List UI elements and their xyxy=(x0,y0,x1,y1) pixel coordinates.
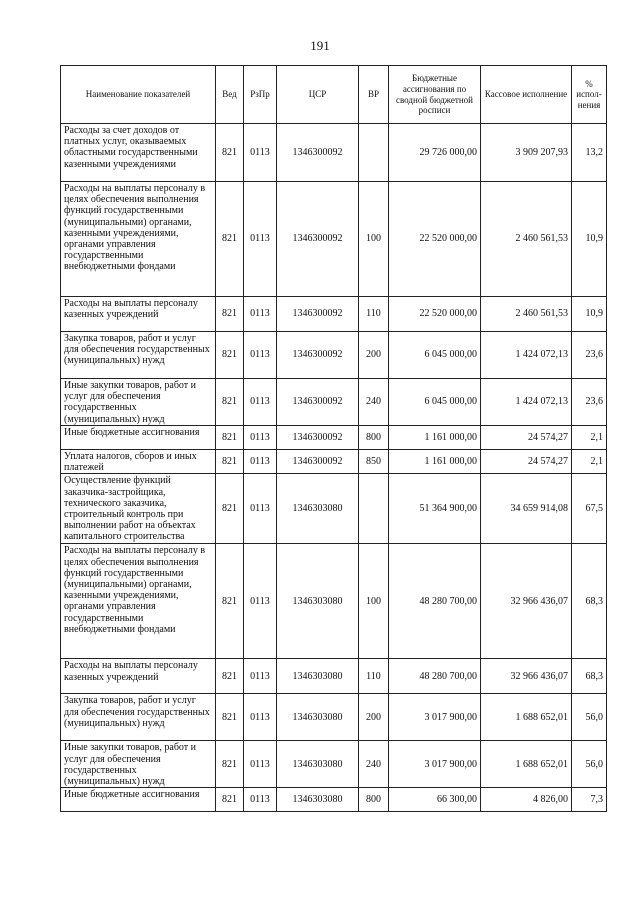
cell-rzpr: 0113 xyxy=(244,474,277,544)
cell-pct: 68,3 xyxy=(572,659,607,694)
cell-cash: 1 688 652,01 xyxy=(481,694,572,741)
cell-pct: 56,0 xyxy=(572,741,607,788)
cell-csr: 1346300092 xyxy=(277,379,359,426)
cell-csr: 1346300092 xyxy=(277,182,359,297)
table-row xyxy=(61,182,607,297)
cell-budget: 1 161 000,00 xyxy=(389,426,481,450)
cell-cash: 3 909 207,93 xyxy=(481,124,572,182)
cell-name: Иные бюджетные ассигнования xyxy=(61,426,216,450)
cell-pct: 7,3 xyxy=(572,788,607,812)
cell-pct: 23,6 xyxy=(572,379,607,426)
cell-ved: 821 xyxy=(216,182,244,297)
table-row xyxy=(61,332,607,379)
cell-pct: 67,5 xyxy=(572,474,607,544)
cell-csr: 1346303080 xyxy=(277,544,359,659)
table-row xyxy=(61,659,607,694)
cell-csr: 1346303080 xyxy=(277,788,359,812)
cell-vr: 850 xyxy=(359,450,389,474)
header-rzpr: РзПр xyxy=(244,66,277,124)
cell-rzpr: 0113 xyxy=(244,741,277,788)
table-row xyxy=(61,297,607,332)
cell-vr: 800 xyxy=(359,426,389,450)
cell-cash: 1 424 072,13 xyxy=(481,379,572,426)
cell-budget: 22 520 000,00 xyxy=(389,182,481,297)
cell-cash: 24 574,27 xyxy=(481,450,572,474)
cell-cash: 32 966 436,07 xyxy=(481,659,572,694)
cell-budget: 48 280 700,00 xyxy=(389,544,481,659)
cell-vr xyxy=(359,124,389,182)
cell-pct: 23,6 xyxy=(572,332,607,379)
page-number: 191 xyxy=(310,38,330,53)
cell-budget: 22 520 000,00 xyxy=(389,297,481,332)
cell-ved: 821 xyxy=(216,544,244,659)
cell-rzpr: 0113 xyxy=(244,544,277,659)
cell-csr: 1346303080 xyxy=(277,659,359,694)
cell-csr: 1346300092 xyxy=(277,124,359,182)
cell-vr: 110 xyxy=(359,659,389,694)
cell-name: Расходы за счет доходов от платных услуг, оказываемых областными государственными казенными учреждениями xyxy=(61,124,216,182)
cell-rzpr: 0113 xyxy=(244,182,277,297)
cell-ved: 821 xyxy=(216,450,244,474)
budget-table xyxy=(60,65,607,812)
cell-name: Иные закупки товаров, работ и услуг для обеспечения государственных (муниципальных) нужд xyxy=(61,379,216,426)
cell-rzpr: 0113 xyxy=(244,426,277,450)
table-row xyxy=(61,741,607,788)
cell-name: Расходы на выплаты персоналу казенных учреждений xyxy=(61,297,216,332)
cell-vr: 200 xyxy=(359,694,389,741)
cell-csr: 1346300092 xyxy=(277,297,359,332)
table-header-row xyxy=(61,66,607,124)
cell-budget: 6 045 000,00 xyxy=(389,332,481,379)
table-row xyxy=(61,426,607,450)
cell-rzpr: 0113 xyxy=(244,297,277,332)
header-cash: Кассовое исполнение xyxy=(481,66,572,124)
cell-pct: 2,1 xyxy=(572,450,607,474)
cell-vr: 100 xyxy=(359,544,389,659)
cell-vr: 100 xyxy=(359,182,389,297)
cell-cash: 4 826,00 xyxy=(481,788,572,812)
header-csr: ЦСР xyxy=(277,66,359,124)
cell-rzpr: 0113 xyxy=(244,450,277,474)
cell-rzpr: 0113 xyxy=(244,659,277,694)
cell-vr: 110 xyxy=(359,297,389,332)
cell-name: Иные закупки товаров, работ и услуг для обеспечения государственных (муниципальных) нужд xyxy=(61,741,216,788)
cell-rzpr: 0113 xyxy=(244,332,277,379)
table-row xyxy=(61,788,607,812)
cell-pct: 13,2 xyxy=(572,124,607,182)
table-row xyxy=(61,379,607,426)
cell-cash: 2 460 561,53 xyxy=(481,182,572,297)
cell-cash: 2 460 561,53 xyxy=(481,297,572,332)
cell-budget: 66 300,00 xyxy=(389,788,481,812)
cell-vr xyxy=(359,474,389,544)
cell-csr: 1346303080 xyxy=(277,694,359,741)
cell-budget: 3 017 900,00 xyxy=(389,741,481,788)
cell-ved: 821 xyxy=(216,788,244,812)
cell-cash: 32 966 436,07 xyxy=(481,544,572,659)
cell-budget: 29 726 000,00 xyxy=(389,124,481,182)
cell-name: Закупка товаров, работ и услуг для обеспечения государственных (муниципальных) нужд xyxy=(61,694,216,741)
table-row xyxy=(61,694,607,741)
cell-pct: 56,0 xyxy=(572,694,607,741)
cell-ved: 821 xyxy=(216,659,244,694)
cell-rzpr: 0113 xyxy=(244,379,277,426)
cell-pct: 10,9 xyxy=(572,297,607,332)
cell-csr: 1346300092 xyxy=(277,332,359,379)
cell-cash: 24 574,27 xyxy=(481,426,572,450)
cell-csr: 1346303080 xyxy=(277,741,359,788)
cell-budget: 48 280 700,00 xyxy=(389,659,481,694)
cell-rzpr: 0113 xyxy=(244,788,277,812)
cell-pct: 10,9 xyxy=(572,182,607,297)
cell-ved: 821 xyxy=(216,474,244,544)
table-row xyxy=(61,124,607,182)
cell-csr: 1346303080 xyxy=(277,474,359,544)
cell-ved: 821 xyxy=(216,741,244,788)
cell-name: Расходы на выплаты персоналу казенных учреждений xyxy=(61,659,216,694)
cell-rzpr: 0113 xyxy=(244,694,277,741)
cell-cash: 1 688 652,01 xyxy=(481,741,572,788)
cell-budget: 6 045 000,00 xyxy=(389,379,481,426)
cell-vr: 240 xyxy=(359,741,389,788)
cell-ved: 821 xyxy=(216,297,244,332)
cell-budget: 1 161 000,00 xyxy=(389,450,481,474)
cell-name: Расходы на выплаты персоналу в целях обеспечения выполнения функций государственными (муниципальными) органами, казенными учреждениями, органами управления государственными внебюджетными фондами xyxy=(61,544,216,659)
cell-name: Осуществление функций заказчика-застройщика, технического заказчика, строительный контроль при выполнении работ на объектах капитального строительства xyxy=(61,474,216,544)
header-budget: Бюджетные ассигнования по сводной бюджетной росписи xyxy=(389,66,481,124)
cell-vr: 800 xyxy=(359,788,389,812)
cell-vr: 240 xyxy=(359,379,389,426)
header-pct: % испол-нения xyxy=(572,66,607,124)
header-name: Наименование показателей xyxy=(61,66,216,124)
cell-name: Расходы на выплаты персоналу в целях обеспечения выполнения функций государственными (муниципальными) органами, казенными учреждениями, органами управления государственными внебюджетными фондами xyxy=(61,182,216,297)
header-ved: Вед xyxy=(216,66,244,124)
cell-rzpr: 0113 xyxy=(244,124,277,182)
cell-name: Уплата налогов, сборов и иных платежей xyxy=(61,450,216,474)
table-row xyxy=(61,544,607,659)
cell-name: Закупка товаров, работ и услуг для обеспечения государственных (муниципальных) нужд xyxy=(61,332,216,379)
cell-budget: 3 017 900,00 xyxy=(389,694,481,741)
cell-csr: 1346300092 xyxy=(277,426,359,450)
cell-csr: 1346300092 xyxy=(277,450,359,474)
cell-ved: 821 xyxy=(216,379,244,426)
cell-ved: 821 xyxy=(216,124,244,182)
table-row xyxy=(61,450,607,474)
cell-budget: 51 364 900,00 xyxy=(389,474,481,544)
cell-name: Иные бюджетные ассигнования xyxy=(61,788,216,812)
cell-ved: 821 xyxy=(216,332,244,379)
table-row xyxy=(61,474,607,544)
header-vr: ВР xyxy=(359,66,389,124)
cell-vr: 200 xyxy=(359,332,389,379)
cell-ved: 821 xyxy=(216,694,244,741)
cell-cash: 1 424 072,13 xyxy=(481,332,572,379)
cell-pct: 2,1 xyxy=(572,426,607,450)
cell-cash: 34 659 914,08 xyxy=(481,474,572,544)
cell-ved: 821 xyxy=(216,426,244,450)
cell-pct: 68,3 xyxy=(572,544,607,659)
